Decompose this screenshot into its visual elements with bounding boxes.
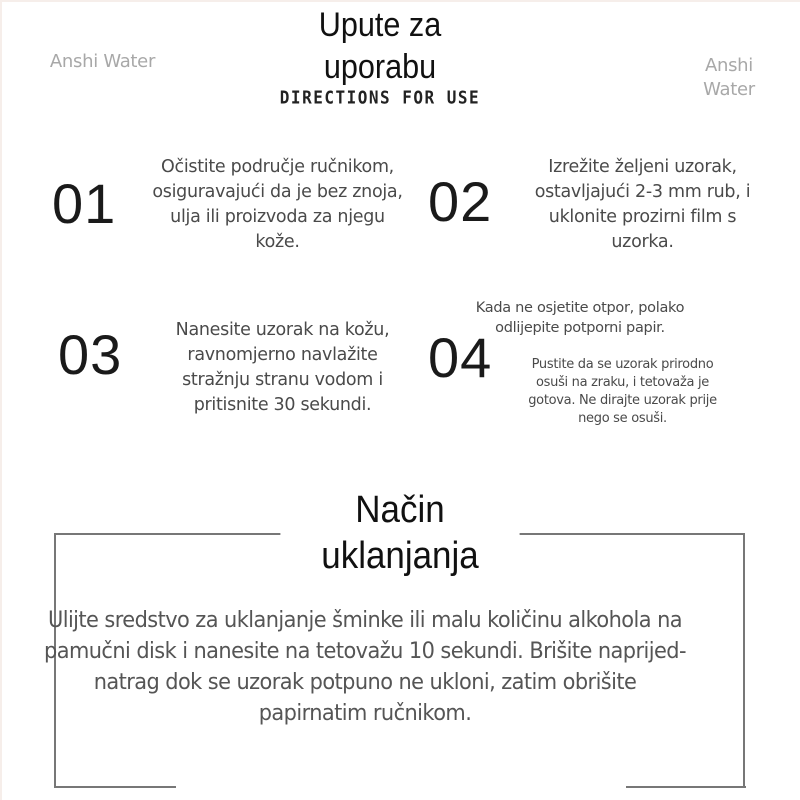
page-subtitle: DIRECTIONS FOR USE bbox=[279, 87, 481, 108]
watermark-left: Anshi Water bbox=[49, 51, 156, 72]
step-text-04-a: Kada ne osjetite otpor, polako odlijepite potporni papir. bbox=[475, 300, 685, 336]
step-number-01: 01 bbox=[52, 172, 117, 235]
page-title: Upute za uporabu bbox=[318, 6, 442, 86]
step-text-04-b: Pustite da se uzorak prirodno osuši na zraku, i tetovaža je gotova. Ne dirajte uzorak prije nego se osuši. bbox=[528, 357, 717, 426]
watermark-right: Anshi Water bbox=[703, 55, 755, 100]
step-text-02: Izrežite željeni uzorak, ostavljajući 2-3 mm rub, i uklonite prozirni film s uzorka. bbox=[534, 157, 751, 252]
frame-bottom-mask bbox=[54, 788, 748, 800]
step-number-02: 02 bbox=[428, 170, 493, 233]
removal-title: Način uklanjanja bbox=[280, 487, 519, 579]
step-number-04: 04 bbox=[428, 326, 493, 389]
step-text-01: Očistite područje ručnikom, osiguravajući da je bez znoja, ulja ili proizvoda za njegu kože. bbox=[152, 157, 403, 252]
step-number-03: 03 bbox=[58, 323, 123, 386]
page-edge bbox=[0, 0, 2, 800]
page-edge-top bbox=[0, 0, 800, 2]
removal-text: Ulijte sredstvo za uklanjanje šminke ili malu količinu alkohola na pamučni disk i nanesite na tetovažu 10 sekundi. Brišite naprijed-natrag dok se uzorak potpuno ne ukloni, zatim obrišite papirnatim ručnikom. bbox=[44, 608, 686, 726]
step-text-03: Nanesite uzorak na kožu, ravnomjerno navlažite stražnju stranu vodom i pritisnite 30 sekundi. bbox=[175, 320, 390, 415]
